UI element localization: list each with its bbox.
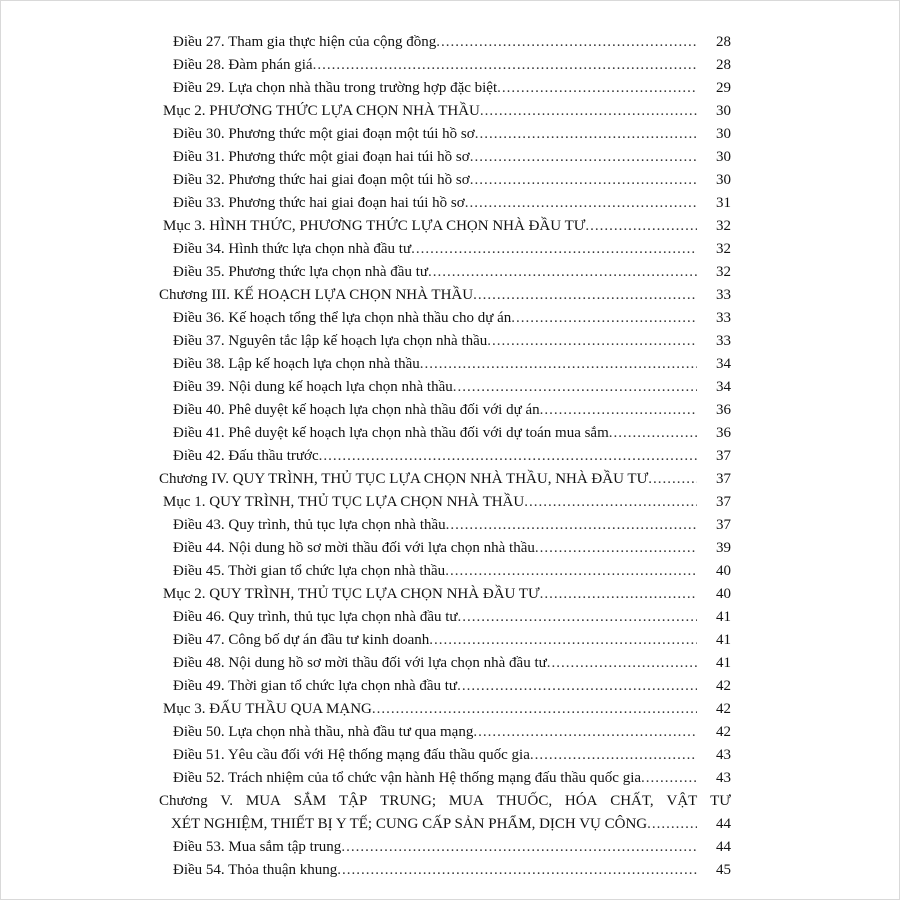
toc-entry-title: Điều 36. Kế hoạch tổng thể lựa chọn nhà thầu cho dự án: [173, 310, 512, 326]
toc-page-number: 29: [716, 80, 731, 96]
toc-page-number: 44: [716, 839, 731, 855]
toc-page-number: 30: [716, 149, 731, 165]
dot-leader: [429, 629, 697, 652]
toc-entry[interactable]: [1, 54, 900, 77]
toc-entry[interactable]: [1, 606, 900, 629]
toc-entry[interactable]: [1, 192, 900, 215]
toc-entry-title: Điều 48. Nội dung hồ sơ mời thầu đối với lựa chọn nhà đầu tư: [173, 655, 547, 671]
toc-entry[interactable]: [1, 307, 900, 330]
toc-entry-title: Điều 54. Thỏa thuận khung: [173, 862, 338, 878]
toc-entry-title: Điều 31. Phương thức một giai đoạn hai túi hồ sơ: [173, 149, 470, 165]
toc-entry[interactable]: [1, 399, 900, 422]
toc-entry-title: Mục 3. ĐẤU THẦU QUA MẠNG: [163, 701, 372, 717]
toc-entry[interactable]: [1, 238, 900, 261]
toc-entry-title: Điều 44. Nội dung hồ sơ mời thầu đối với lựa chọn nhà thầu: [173, 540, 535, 556]
toc-page-number: 36: [716, 425, 731, 441]
toc-entry-title: Chương IV. QUY TRÌNH, THỦ TỤC LỰA CHỌN NHÀ THẦU, NHÀ ĐẦU TƯ: [159, 471, 649, 487]
toc-page-number: 45: [716, 862, 731, 878]
dot-leader: [341, 836, 697, 859]
toc-entry[interactable]: [1, 31, 900, 54]
toc-page-number: 37: [716, 448, 731, 464]
toc-entry-title: Mục 2. PHƯƠNG THỨC LỰA CHỌN NHÀ THẦU: [163, 103, 480, 119]
toc-page-number: 40: [716, 563, 731, 579]
toc-page-number: 42: [716, 701, 731, 717]
dot-leader: [473, 284, 697, 307]
dot-leader: [453, 376, 697, 399]
toc-page-number: 41: [716, 655, 731, 671]
toc-entry-title: Điều 49. Thời gian tổ chức lựa chọn nhà đầu tư: [173, 678, 458, 694]
toc-entry-title: Điều 40. Phê duyệt kế hoạch lựa chọn nhà thầu đối với dự án: [173, 402, 540, 418]
toc-page-number: 31: [716, 195, 731, 211]
toc-entry[interactable]: [1, 422, 900, 445]
toc-entry[interactable]: [1, 629, 900, 652]
toc-page-number: 41: [716, 632, 731, 648]
toc-entry-title: Mục 3. HÌNH THỨC, PHƯƠNG THỨC LỰA CHỌN NHÀ ĐẦU TƯ: [163, 218, 586, 234]
dot-leader: [497, 77, 697, 100]
dot-leader: [470, 146, 697, 169]
toc-entry-title: Điều 28. Đàm phán giá: [173, 57, 313, 73]
dot-leader: [540, 399, 697, 422]
toc-page-number: 30: [716, 103, 731, 119]
toc-entry-title-line2: XÉT NGHIỆM, THIẾT BỊ Y TẾ; CUNG CẤP SẢN PHẨM, DỊCH VỤ CÔNG: [171, 816, 648, 832]
toc-page-number: 42: [716, 678, 731, 694]
toc-page-number: 34: [716, 379, 731, 395]
toc-page-number: 33: [716, 310, 731, 326]
toc-page-number: 30: [716, 126, 731, 142]
dot-leader: [511, 307, 697, 330]
toc-entry-title: Điều 50. Lựa chọn nhà thầu, nhà đầu tư qua mạng: [173, 724, 474, 740]
toc-entry-title: Điều 53. Mua sắm tập trung: [173, 839, 342, 855]
toc-page-number: 36: [716, 402, 731, 418]
toc-entry[interactable]: [1, 537, 900, 560]
toc-entry-title-line1: Chương V. MUA SẮM TẬP TRUNG; MUA THUỐC, HÓA CHẤT, VẬT TƯ: [159, 793, 731, 809]
toc-page-number: 37: [716, 517, 731, 533]
toc-entry[interactable]: [1, 215, 900, 238]
toc-entry-title: Điều 45. Thời gian tổ chức lựa chọn nhà thầu: [173, 563, 446, 579]
toc-entry-title: Mục 2. QUY TRÌNH, THỦ TỤC LỰA CHỌN NHÀ ĐẦU TƯ: [163, 586, 540, 602]
toc-page-number: 33: [716, 333, 731, 349]
toc-entry-title: Điều 34. Hình thức lựa chọn nhà đầu tư: [173, 241, 412, 257]
toc-entry[interactable]: [1, 261, 900, 284]
toc-entry[interactable]: [1, 445, 900, 468]
toc-page-number: 43: [716, 770, 731, 786]
toc-entry[interactable]: [1, 100, 900, 123]
toc-page-number: 34: [716, 356, 731, 372]
toc-page-number: 42: [716, 724, 731, 740]
toc-page-number: 40: [716, 586, 731, 602]
dot-leader: [524, 491, 697, 514]
toc-entry-title: Chương III. KẾ HOẠCH LỰA CHỌN NHÀ THẦU: [159, 287, 474, 303]
dot-leader: [428, 261, 697, 284]
toc-entry[interactable]: [1, 77, 900, 100]
toc-entry[interactable]: [1, 721, 900, 744]
dot-leader: [446, 514, 697, 537]
toc-entry[interactable]: [1, 767, 900, 790]
table-of-contents: [1, 31, 900, 882]
dot-leader: [411, 238, 697, 261]
toc-entry[interactable]: [1, 836, 900, 859]
toc-entry-title: Điều 27. Tham gia thực hiện của cộng đồng: [173, 34, 437, 50]
toc-entry[interactable]: [1, 123, 900, 146]
dot-leader: [473, 721, 697, 744]
toc-entry-title: Điều 42. Đấu thầu trước: [173, 448, 319, 464]
toc-entry-title: Điều 41. Phê duyệt kế hoạch lựa chọn nhà thầu đối với dự toán mua sắm: [173, 425, 609, 441]
toc-page-number: 32: [716, 218, 731, 234]
toc-entry[interactable]: [1, 491, 900, 514]
dot-leader: [647, 813, 697, 836]
dot-leader: [609, 422, 697, 445]
toc-page-number: 37: [716, 471, 731, 487]
dot-leader: [457, 675, 697, 698]
dot-leader: [465, 192, 697, 215]
toc-page-number: 39: [716, 540, 731, 556]
toc-entry[interactable]: [1, 284, 900, 307]
toc-entry[interactable]: [1, 583, 900, 606]
toc-entry[interactable]: [1, 652, 900, 675]
toc-entry-title: Điều 37. Nguyên tắc lập kế hoạch lựa chọn nhà thầu: [173, 333, 488, 349]
toc-entry[interactable]: [1, 353, 900, 376]
toc-entry-title: Điều 46. Quy trình, thủ tục lựa chọn nhà đầu tư: [173, 609, 458, 625]
dot-leader: [547, 652, 697, 675]
toc-page-number: 33: [716, 287, 731, 303]
toc-entry[interactable]: [1, 744, 900, 767]
dot-leader: [458, 606, 697, 629]
toc-entry-title: Điều 39. Nội dung kế hoạch lựa chọn nhà thầu: [173, 379, 453, 395]
toc-entry[interactable]: [1, 146, 900, 169]
toc-entry[interactable]: [1, 169, 900, 192]
dot-leader: [436, 31, 697, 54]
toc-entry[interactable]: [1, 790, 900, 836]
toc-entry-title: Điều 35. Phương thức lựa chọn nhà đầu tư: [173, 264, 428, 280]
dot-leader: [585, 215, 697, 238]
toc-entry-title: Điều 47. Công bố dự án đầu tư kinh doanh: [173, 632, 430, 648]
toc-page-number: 32: [716, 241, 731, 257]
dot-leader: [445, 560, 697, 583]
toc-entry[interactable]: [1, 560, 900, 583]
dot-leader: [420, 353, 697, 376]
dot-leader: [319, 445, 697, 468]
toc-entry[interactable]: [1, 859, 900, 882]
toc-entry[interactable]: [1, 468, 900, 491]
dot-leader: [648, 468, 697, 491]
toc-page-number: 32: [716, 264, 731, 280]
toc-entry[interactable]: [1, 330, 900, 353]
toc-page-number: 30: [716, 172, 731, 188]
toc-entry-title: Mục 1. QUY TRÌNH, THỦ TỤC LỰA CHỌN NHÀ THẦU: [163, 494, 525, 510]
toc-entry-title: Điều 33. Phương thức hai giai đoạn hai túi hồ sơ: [173, 195, 465, 211]
toc-entry-title: Điều 32. Phương thức hai giai đoạn một túi hồ sơ: [173, 172, 470, 188]
toc-page-number: 28: [716, 34, 731, 50]
dot-leader: [337, 859, 697, 882]
dot-leader: [480, 100, 697, 123]
dot-leader: [487, 330, 697, 353]
dot-leader: [535, 537, 697, 560]
toc-entry-title: Điều 52. Trách nhiệm của tổ chức vận hành Hệ thống mạng đấu thầu quốc gia: [173, 770, 642, 786]
toc-page-number: 41: [716, 609, 731, 625]
dot-leader: [540, 583, 697, 606]
dot-leader: [313, 54, 697, 77]
toc-entry-title: Điều 29. Lựa chọn nhà thầu trong trường hợp đặc biệt: [173, 80, 498, 96]
toc-page-number: 43: [716, 747, 731, 763]
toc-entry-title: Điều 30. Phương thức một giai đoạn một túi hồ sơ: [173, 126, 475, 142]
dot-leader: [475, 123, 697, 146]
toc-entry-title: Điều 38. Lập kế hoạch lựa chọn nhà thầu: [173, 356, 420, 372]
toc-page-number: 37: [716, 494, 731, 510]
toc-page-number: 44: [716, 816, 731, 832]
toc-entry-title: Điều 51. Yêu cầu đối với Hệ thống mạng đấu thầu quốc gia: [173, 747, 530, 763]
toc-entry[interactable]: [1, 376, 900, 399]
toc-entry[interactable]: [1, 675, 900, 698]
dot-leader: [641, 767, 697, 790]
dot-leader: [530, 744, 697, 767]
toc-page-number: 28: [716, 57, 731, 73]
dot-leader: [372, 698, 697, 721]
toc-entry-title: Điều 43. Quy trình, thủ tục lựa chọn nhà thầu: [173, 517, 446, 533]
toc-entry[interactable]: [1, 698, 900, 721]
dot-leader: [470, 169, 697, 192]
toc-entry[interactable]: [1, 514, 900, 537]
